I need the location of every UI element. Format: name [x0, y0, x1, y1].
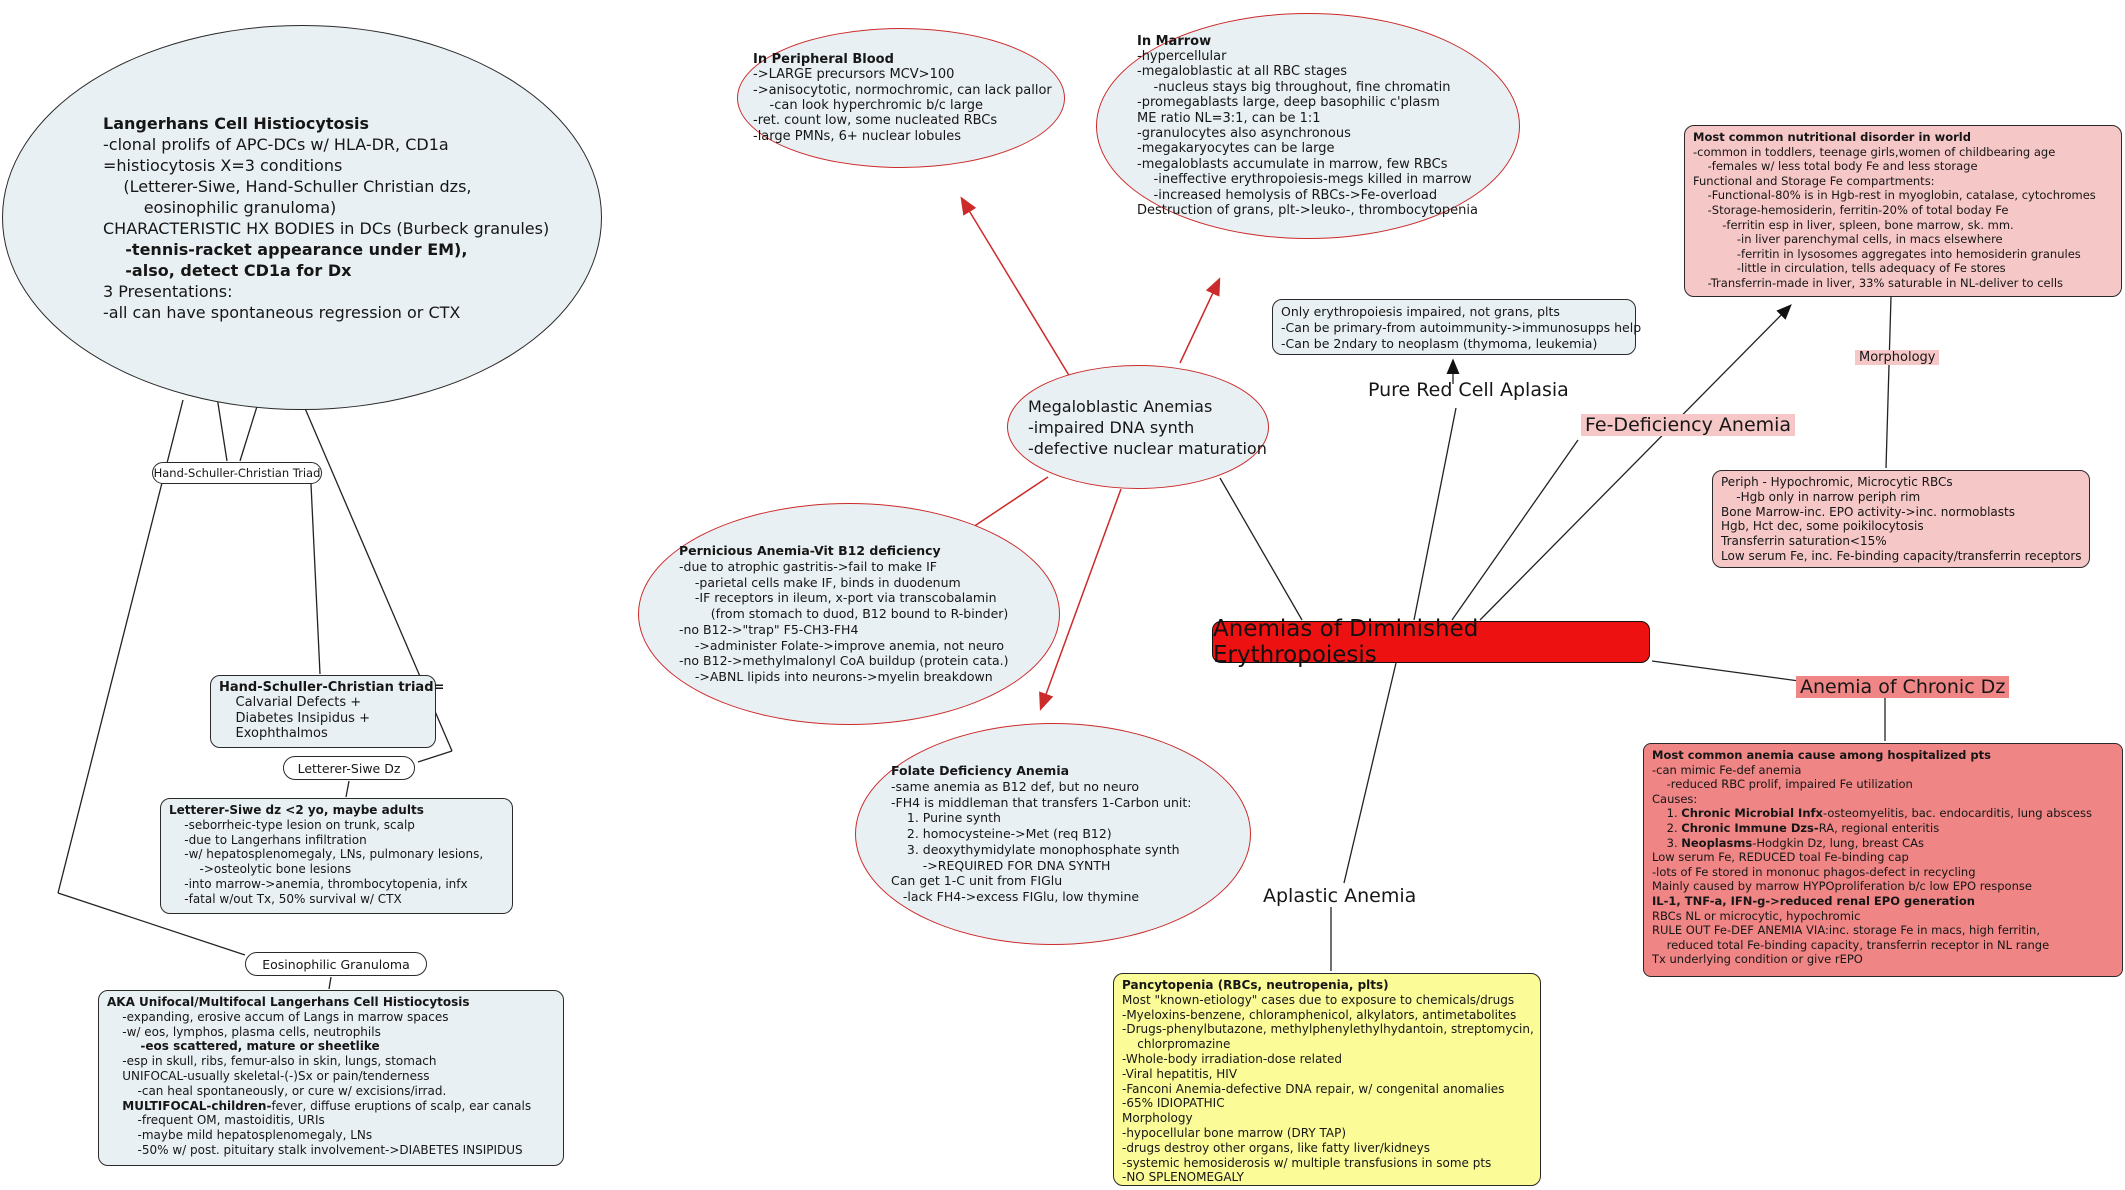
text-line: -megakaryocytes can be large	[1137, 141, 1335, 157]
text-line: -seborrheic-type lesion on trunk, scalp	[169, 817, 415, 832]
text-line: ->osteolytic bone lesions	[169, 862, 352, 877]
node-fe-deficiency-morphology[interactable]	[1712, 470, 2090, 568]
text-line: -promegablasts large, deep basophilic c'plasm	[1137, 95, 1440, 111]
node-hsc-triad-detail[interactable]	[210, 675, 445, 748]
text-line: -also, detect CD1a for Dx	[103, 260, 352, 280]
ls-box-text	[169, 803, 504, 907]
text-line: ME ratio NL=3:1, can be 1:1	[1137, 110, 1321, 126]
node-pancytopenia-detail[interactable]	[1113, 973, 1541, 1186]
label-aplastic-anemia[interactable]: Aplastic Anemia	[1263, 885, 1417, 907]
pancytopenia-text	[1122, 978, 1532, 1185]
text-line: Periph - Hypochromic, Microcytic RBCs	[1721, 475, 1953, 489]
text-line: -impaired DNA synth	[1028, 417, 1195, 437]
text-line: -Transferrin-made in liver, 33% saturable in NL-deliver to cells	[1693, 275, 2064, 290]
text-line: Pancytopenia (RBCs, neutropenia, plts)	[1122, 978, 1389, 992]
prca-box-text	[1281, 304, 1642, 351]
text-line: 3 Presentations:	[103, 281, 233, 301]
text-line: -w/ eos, lymphos, plasma cells, neutrophils	[107, 1024, 381, 1039]
text-line: Pernicious Anemia-Vit B12 deficiency	[679, 542, 941, 558]
text-line: UNIFOCAL-usually skeletal-(-)Sx or pain/tenderness	[107, 1068, 430, 1083]
nutritional-text	[1693, 130, 2113, 291]
text-line: -IF receptors in ileum, x-port via transcobalamin	[679, 590, 997, 606]
pill-letterer-siwe-dz[interactable]	[283, 756, 415, 780]
text-line: -can heal spontaneously, or cure w/ excisions/irrad.	[107, 1083, 447, 1098]
text-line: -clonal prolifs of APC-DCs w/ HLA-DR, CD1a	[103, 134, 449, 154]
text-line: Exophthalmos	[219, 726, 328, 742]
text-line: -Drugs-phenylbutazone, methylphenylethylhydantoin, streptomycin,	[1122, 1022, 1534, 1037]
text-line: 1. Chronic Microbial Infx-osteomyelitis, bac. endocarditis, lung abscess	[1652, 806, 2092, 821]
text-line: AKA Unifocal/Multifocal Langerhans Cell Histiocytosis	[107, 995, 470, 1009]
text-line: -due to atrophic gastritis->fail to make IF	[679, 558, 937, 574]
text-line: Hgb, Hct dec, some poikilocytosis	[1721, 519, 1924, 534]
text-line: -drugs destroy other organs, like fatty liver/kidneys	[1122, 1140, 1431, 1155]
node-in-peripheral-blood[interactable]	[737, 28, 1065, 168]
node-fe-deficiency-overview[interactable]	[1684, 125, 2122, 297]
text-line: Most "known-etiology" cases due to exposure to chemicals/drugs	[1122, 992, 1515, 1007]
text-line: Most common nutritional disorder in world	[1693, 130, 1971, 144]
text-line: -Whole-body irradiation-dose related	[1122, 1051, 1343, 1066]
text-line: 3. Neoplasms-Hodgkin Dz, lung, breast CAs	[1652, 835, 1924, 850]
text-line: -eos scattered, mature or sheetlike	[107, 1039, 380, 1054]
text-line: Most common anemia cause among hospitalized pts	[1652, 748, 1991, 762]
text-line: -systemic hemosiderosis w/ multiple transfusions in some pts	[1122, 1155, 1492, 1170]
text-line: Megaloblastic Anemias	[1028, 396, 1213, 416]
text-line: Diabetes Insipidus +	[219, 710, 370, 726]
text-line: -parietal cells make IF, binds in duodenum	[679, 574, 961, 590]
text-line: -little in circulation, tells adequacy of Fe stores	[1693, 261, 2006, 276]
eg-pill-text: Eosinophilic Granuloma	[262, 956, 410, 972]
text-line: Low serum Fe, inc. Fe-binding capacity/transferrin receptors	[1721, 548, 2082, 563]
text-line: -Hgb only in narrow periph rim	[1721, 489, 1921, 504]
folate-text	[856, 763, 1192, 905]
text-line: (from stomach to duod, B12 bound to R-binder)	[679, 606, 1009, 622]
node-letterer-siwe-detail[interactable]	[160, 798, 513, 914]
chronic-dz-text	[1652, 748, 2114, 967]
text-line: -tennis-racket appearance under EM),	[103, 239, 468, 259]
text-line: -Can be 2ndary to neoplasm (thymoma, leukemia)	[1281, 335, 1598, 351]
text-line: Transferrin saturation<15%	[1721, 534, 1887, 549]
text-line: -lots of Fe stored in mononuc phagos-defect in recycling	[1652, 864, 1976, 879]
text-line: -Functional-80% is in Hgb-rest in myoglobin, catalase, cytochromes	[1693, 188, 2096, 203]
text-line: 1. Purine synth	[891, 810, 1001, 826]
text-line: Calvarial Defects +	[219, 695, 362, 711]
text-line: Bone Marrow-inc. EPO activity->inc. normoblasts	[1721, 504, 2015, 519]
text-line: Hand-Schuller-Christian triad=	[219, 680, 445, 695]
text-line: -ineffective erythropoiesis-megs killed in marrow	[1137, 172, 1472, 188]
text-line: RULE OUT Fe-DEF ANEMIA VIA:inc. storage Fe in macs, high ferritin,	[1652, 923, 2040, 938]
text-line: -Can be primary-from autoimmunity->immunosupps help	[1281, 319, 1642, 335]
label-anemia-of-chronic-dz[interactable]: Anemia of Chronic Dz	[1796, 676, 2009, 698]
text-line: Morphology	[1122, 1111, 1193, 1126]
text-line: -nucleus stays big throughout, fine chromatin	[1137, 79, 1451, 95]
label-morphology[interactable]: Morphology	[1855, 350, 1939, 365]
pill-hand-schuller-christian-triad[interactable]	[152, 462, 322, 484]
text-line: Langerhans Cell Histiocytosis	[103, 113, 369, 133]
text-line: -hypocellular bone marrow (DRY TAP)	[1122, 1125, 1347, 1140]
text-line: CHARACTERISTIC HX BODIES in DCs (Burbeck granules)	[103, 218, 550, 238]
marrow-text	[1097, 34, 1478, 219]
text-line: -esp in skull, ribs, femur-also in skin, lungs, stomach	[107, 1054, 437, 1069]
text-line: -females w/ less total body Fe and less storage	[1693, 159, 1978, 174]
eg-box-text	[107, 995, 555, 1158]
text-line: -can mimic Fe-def anemia	[1652, 762, 1802, 777]
text-line: -granulocytes also asynchronous	[1137, 126, 1351, 141]
text-line: -65% IDIOPATHIC	[1122, 1096, 1225, 1111]
text-line: ->REQUIRED FOR DNA SYNTH	[891, 857, 1111, 873]
main-title-text: Anemias of Diminished Erythropoiesis	[1213, 616, 1479, 668]
node-main-title[interactable]	[1212, 616, 1650, 668]
text-line: =histiocytosis X=3 conditions	[103, 155, 343, 175]
langerhans-text	[3, 113, 549, 323]
text-line: -Viral hepatitis, HIV	[1122, 1066, 1238, 1081]
text-line: 2. homocysteine->Met (req B12)	[891, 826, 1112, 842]
text-line: -reduced RBC prolif, impaired Fe utilization	[1652, 777, 1913, 792]
text-line: MULTIFOCAL-children-fever, diffuse eruptions of scalp, ear canals	[122, 1098, 532, 1113]
text-line: Folate Deficiency Anemia	[891, 762, 1070, 778]
node-pernicious-anemia[interactable]	[638, 503, 1060, 725]
text-line: -Fanconi Anemia-defective DNA repair, w/ congenital anomalies	[1122, 1081, 1505, 1096]
ls-pill-text: Letterer-Siwe Dz	[297, 760, 401, 776]
text-line: -maybe mild hepatosplenomegaly, LNs	[107, 1128, 373, 1143]
text-line: Destruction of grans, plt->leuko-, thrombocytopenia	[1137, 203, 1478, 219]
node-pure-red-cell-aplasia-detail[interactable]	[1272, 299, 1642, 355]
text-line: -can look hyperchromic b/c large	[753, 98, 983, 113]
text-line: IL-1, TNF-a, IFN-g->reduced renal EPO generation	[1652, 893, 1975, 908]
text-line: eosinophilic granuloma)	[103, 197, 337, 217]
text-line: Low serum Fe, REDUCED toal Fe-binding cap	[1652, 850, 1909, 865]
text-line: Only erythropoiesis impaired, not grans, plts	[1281, 304, 1560, 319]
node-folate-deficiency-anemia[interactable]	[855, 723, 1251, 945]
text-line: Tx underlying condition or give rEPO	[1652, 952, 1863, 967]
fe-morphology-text	[1721, 475, 2081, 564]
text-line: -FH4 is middleman that transfers 1-Carbon unit:	[891, 794, 1192, 810]
peripheral-blood-text	[738, 52, 1052, 144]
node-langerhans-cell-histiocytosis[interactable]	[2, 25, 602, 410]
text-line: -50% w/ post. pituitary stalk involvement->DIABETES INSIPIDUS	[107, 1142, 523, 1157]
text-line: -expanding, erosive accum of Langs in marrow spaces	[107, 1009, 449, 1024]
label-fe-deficiency-anemia[interactable]: Fe-Deficiency Anemia	[1581, 414, 1795, 436]
text-line: ->administer Folate->improve anemia, not neuro	[679, 637, 1005, 653]
text-line: Causes:	[1652, 791, 1698, 806]
text-line: Mainly caused by marrow HYPOproliferation b/c low EPO response	[1652, 879, 2032, 894]
text-line: -lack FH4->excess FIGlu, low thymine	[891, 889, 1140, 905]
text-line: -hypercellular	[1137, 48, 1227, 64]
text-line: ->ABNL lipids into neurons->myelin breakdown	[679, 669, 993, 685]
text-line: In Peripheral Blood	[753, 51, 894, 67]
text-line: -w/ hepatosplenomegaly, LNs, pulmonary lesions,	[169, 847, 484, 862]
text-line: -Myeloxins-benzene, chloramphenicol, alkylators, antimetabolites	[1122, 1007, 1517, 1022]
text-line: RBCs NL or microcytic, hypochromic	[1652, 908, 1861, 923]
text-line: -no B12->methylmalonyl CoA buildup (protein cata.)	[679, 653, 1009, 669]
pill-eosinophilic-granuloma[interactable]	[245, 952, 427, 976]
text-line: -all can have spontaneous regression or CTX	[103, 302, 461, 322]
text-line: -Storage-hemosiderin, ferritin-20% of total boday Fe	[1693, 202, 2009, 217]
node-eosinophilic-granuloma-detail[interactable]	[98, 990, 564, 1166]
text-line: -frequent OM, mastoiditis, URIs	[107, 1113, 325, 1128]
text-line: -in liver parenchymal cells, in macs elsewhere	[1693, 232, 2003, 247]
text-line: -defective nuclear maturation	[1028, 438, 1267, 458]
text-line: -NO SPLENOMEGALY	[1122, 1170, 1244, 1185]
text-line: -into marrow->anemia, thrombocytopenia, infx	[169, 876, 468, 891]
node-in-marrow[interactable]	[1096, 13, 1520, 239]
text-line: -no B12->"trap" F5-CH3-FH4	[679, 621, 859, 637]
text-line: -ret. count low, some nucleated RBCs	[753, 113, 998, 129]
text-line: -ferritin in lysosomes aggregates into hemosiderin granules	[1693, 246, 2081, 261]
node-megaloblastic-anemias[interactable]	[1007, 365, 1269, 489]
hsc-box-text	[219, 680, 445, 742]
text-line: -megaloblastic at all RBC stages	[1137, 64, 1348, 80]
text-line: -same anemia as B12 def, but no neuro	[891, 778, 1139, 794]
text-line: Can get 1-C unit from FIGlu	[891, 873, 1063, 889]
node-anemia-of-chronic-disease-detail[interactable]	[1643, 743, 2123, 977]
text-line: (Letterer-Siwe, Hand-Schuller Christian dzs,	[103, 176, 472, 196]
hsc-pill-text: Hand-Schuller-Christian Triad	[153, 466, 321, 480]
text-line: -ferritin esp in liver, spleen, bone marrow, sk. mm.	[1693, 217, 2014, 232]
text-line: -common in toddlers, teenage girls,women of childbearing age	[1693, 144, 2056, 159]
text-line: 2. Chronic Immune Dzs-RA, regional enteritis	[1652, 820, 1940, 835]
text-line: ->LARGE precursors MCV>100	[753, 67, 955, 83]
text-line: -due to Langerhans infiltration	[169, 832, 367, 847]
text-line: chlorpromazine	[1122, 1037, 1231, 1052]
text-line: reduced total Fe-binding capacity, transferrin receptor in NL range	[1652, 937, 2050, 952]
megaloblastic-text	[1008, 396, 1267, 459]
text-line: -large PMNs, 6+ nuclear lobules	[753, 128, 961, 144]
text-line: In Marrow	[1137, 33, 1212, 49]
pernicious-text	[639, 543, 1009, 685]
text-line: Functional and Storage Fe compartments:	[1693, 173, 1935, 188]
label-pure-red-cell-aplasia[interactable]: Pure Red Cell Aplasia	[1368, 379, 1569, 401]
text-line: -megaloblasts accumulate in marrow, few RBCs	[1137, 156, 1448, 172]
text-line: 3. deoxythymidylate monophosphate synth	[891, 841, 1180, 857]
text-line: Letterer-Siwe dz <2 yo, maybe adults	[169, 803, 424, 817]
text-line: -increased hemolysis of RBCs->Fe-overload	[1137, 187, 1438, 203]
text-line: -fatal w/out Tx, 50% survival w/ CTX	[169, 891, 402, 906]
text-line: ->anisocytotic, normochromic, can lack pallor	[753, 82, 1052, 98]
